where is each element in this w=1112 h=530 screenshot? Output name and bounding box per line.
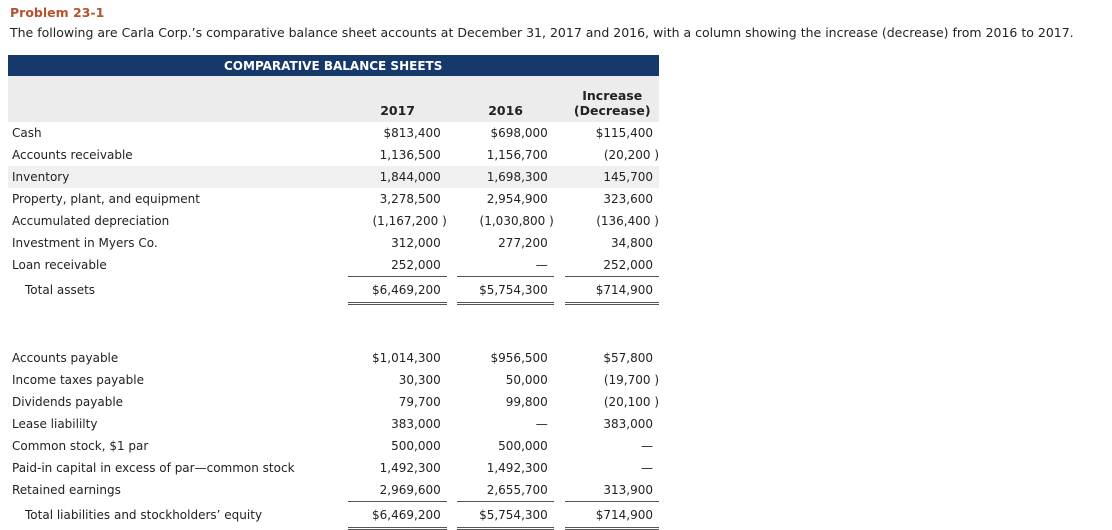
table-row — [8, 122, 659, 144]
header-increase-line1: Increase — [582, 88, 643, 103]
value-2016: 277,200 — [498, 236, 548, 250]
table-row — [8, 347, 659, 369]
table-row — [8, 413, 659, 435]
value-increase: 252,000 — [603, 258, 653, 272]
header-2017: 2017 — [348, 76, 446, 122]
total-2016: $5,754,300 — [457, 502, 553, 529]
value-2017: 312,000 — [391, 236, 441, 250]
intro-text: The following are Carla Corp.’s comparative balance sheet accounts at December 31, 2017 and 2016, with a column showing the increase (decrease) from 2016 to 2017. — [10, 25, 1074, 40]
value-increase: (19,700 ) — [603, 373, 659, 387]
table-row — [8, 144, 659, 166]
value-2016: $698,000 — [490, 126, 548, 140]
total-2017: $6,469,200 — [348, 502, 446, 529]
problem-title: Problem 23-1 — [10, 5, 105, 20]
row-label: Inventory — [8, 166, 348, 188]
row-label: Lease liabililty — [12, 417, 98, 431]
value-2017: 1,492,300 — [379, 461, 441, 475]
value-increase: $115,400 — [595, 126, 653, 140]
value-increase: — — [641, 461, 653, 475]
row-label: Income taxes payable — [12, 373, 144, 387]
value-2017: 500,000 — [391, 439, 441, 453]
value-2016: 50,000 — [505, 373, 548, 387]
value-increase: 323,600 — [603, 192, 653, 206]
value-2016: 500,000 — [498, 439, 548, 453]
value-2017: 2,969,600 — [379, 483, 441, 497]
table-row — [8, 435, 659, 457]
table-row — [8, 210, 659, 232]
value-increase: (20,200 ) — [603, 148, 659, 162]
row-label: Retained earnings — [12, 483, 121, 498]
table-title: COMPARATIVE BALANCE SHEETS — [8, 55, 659, 76]
value-2016: 2,655,700 — [486, 483, 548, 497]
table-row — [8, 369, 659, 391]
value-2016: 2,954,900 — [486, 192, 548, 206]
row-label: Common stock, $1 par — [12, 439, 149, 453]
row-label: Cash — [12, 126, 42, 140]
header-increase-line2: (Decrease) — [573, 103, 651, 118]
total-increase: $714,900 — [565, 277, 659, 304]
row-label: Investment in Myers Co. — [12, 236, 158, 250]
value-2017: (1,167,200 ) — [372, 214, 447, 228]
total-2017: $6,469,200 — [348, 277, 446, 304]
row-label: Total liabilities and stockholders’ equity — [25, 508, 263, 522]
comparative-balance-sheet-table — [8, 55, 659, 530]
row-label: Loan receivable — [12, 258, 107, 273]
table-row — [8, 166, 659, 188]
row-label: Paid-in capital in excess of par—common stock — [12, 461, 295, 475]
total-2016: $5,754,300 — [457, 277, 553, 304]
header-label-cell — [8, 76, 348, 122]
table-title-row — [8, 55, 659, 76]
value-2016: 99,800 — [505, 395, 548, 409]
total-assets-row — [8, 277, 659, 304]
table-row — [8, 479, 659, 502]
value-increase: 383,000 — [603, 417, 653, 431]
header-2016: 2016 — [457, 76, 553, 122]
row-label: Dividends payable — [12, 395, 124, 409]
total-increase: $714,900 — [565, 502, 659, 529]
total-liabilities-row — [8, 502, 659, 529]
value-2016: — — [535, 258, 548, 272]
value-2017: 30,300 — [398, 373, 441, 387]
value-2017: $1,014,300 — [372, 351, 441, 365]
row-label: Accounts payable — [12, 351, 119, 365]
row-label: Total assets — [25, 283, 96, 297]
value-increase: (20,100 ) — [603, 395, 659, 409]
value-2017: 383,000 — [391, 417, 441, 431]
value-increase: 145,700 — [565, 166, 659, 188]
value-increase: 313,900 — [603, 483, 653, 497]
table-row — [8, 391, 659, 413]
row-label: Accounts receivable — [12, 148, 133, 162]
value-increase: $57,800 — [603, 351, 653, 365]
value-2017: 1,844,000 — [348, 166, 446, 188]
row-label: Property, plant, and equipment — [12, 192, 200, 206]
value-2017: 252,000 — [391, 258, 441, 272]
value-2017: $813,400 — [383, 126, 441, 140]
value-2017: 79,700 — [398, 395, 441, 409]
value-2016: — — [535, 417, 548, 431]
value-2016: (1,030,800 ) — [479, 214, 554, 228]
table-row — [8, 232, 659, 254]
value-increase: — — [641, 439, 653, 453]
value-increase: (136,400 ) — [596, 214, 659, 228]
table-row — [8, 254, 659, 277]
table-row — [8, 188, 659, 210]
table-header-row — [8, 76, 659, 122]
row-label: Accumulated depreciation — [12, 214, 170, 228]
value-2016: $956,500 — [490, 351, 548, 365]
value-2017: 3,278,500 — [379, 192, 441, 206]
value-2016: 1,492,300 — [486, 461, 548, 475]
table-row — [8, 457, 659, 479]
value-2016: 1,156,700 — [486, 148, 548, 162]
header-increase — [565, 76, 659, 122]
value-increase: 34,800 — [611, 236, 653, 250]
value-2017: 1,136,500 — [379, 148, 441, 162]
value-2016: 1,698,300 — [457, 166, 553, 188]
